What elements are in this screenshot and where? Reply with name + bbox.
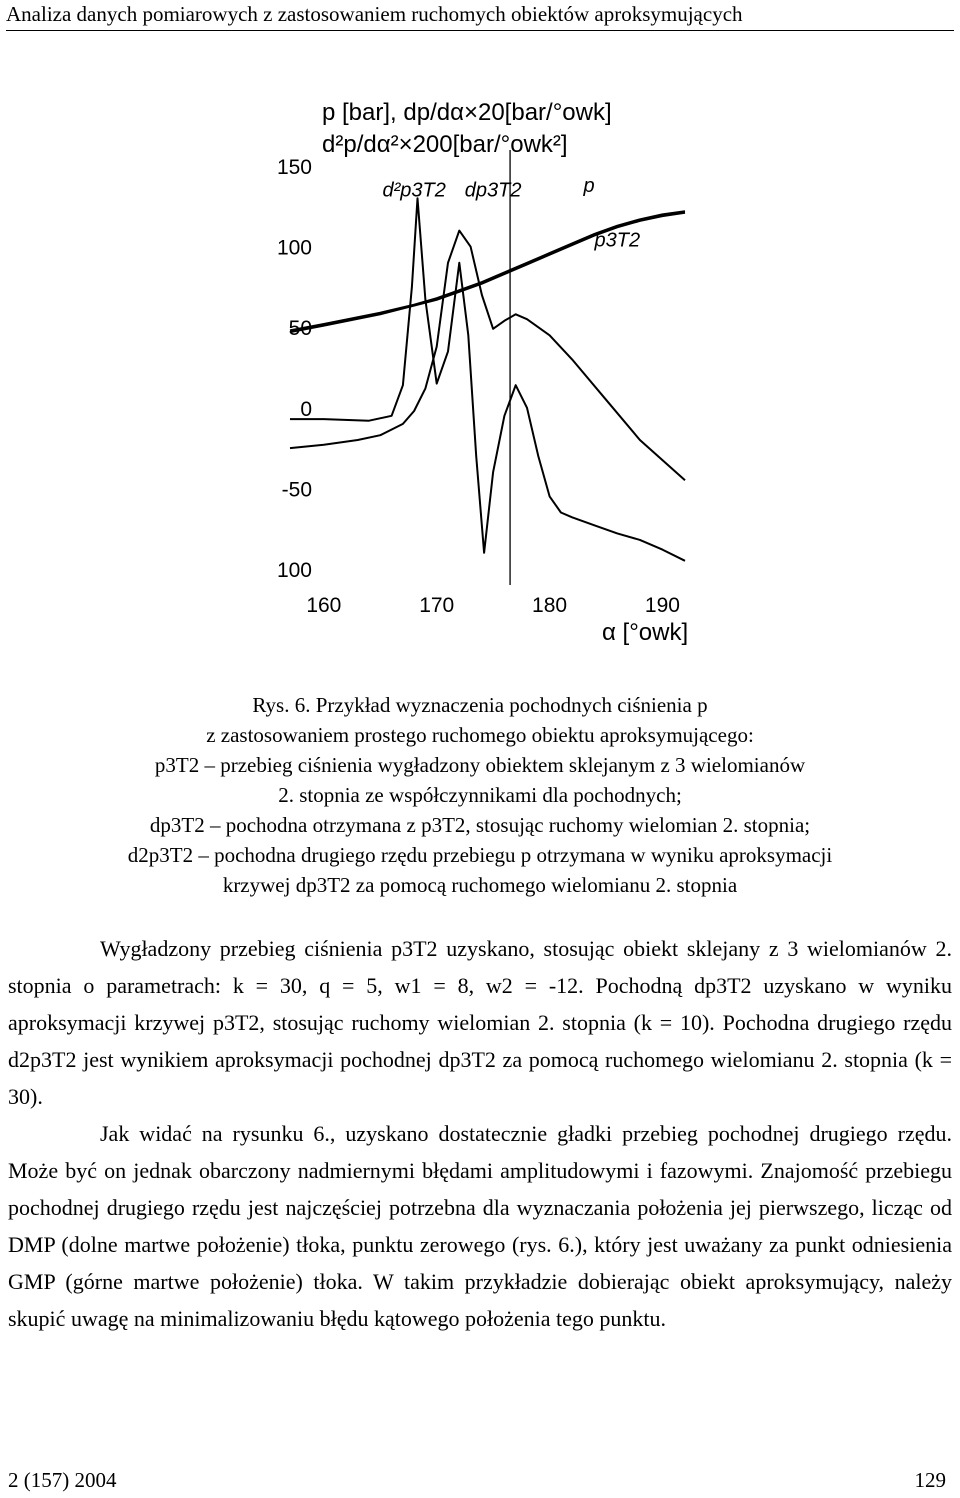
caption-line-4: 2. stopnia ze współczynnikami dla pochodnych; [278, 783, 682, 807]
x-tick-label: 170 [419, 594, 455, 617]
caption-line-7: krzywej dp3T2 za pomocą ruchomego wielomianu 2. stopnia [222, 873, 738, 897]
running-head: Analiza danych pomiarowych z zastosowaniem ruchomych obiektów aproksymujących [6, 0, 954, 31]
caption-line-5: dp3T2 – pochodna otrzymana z p3T2, stosując ruchomy wielomian 2. stopnia; [149, 813, 811, 837]
y-tick-label: 150 [276, 156, 312, 180]
series-line-dp3T2 [290, 231, 685, 481]
y-axis-label-line2: d²p/dα²×200[bar/°owk²] [322, 131, 568, 158]
caption-line-1: Rys. 6. Przykład wyznaczenia pochodnych ciśnienia p [252, 693, 708, 717]
x-tick-label: 180 [532, 594, 568, 617]
caption-line-3: p3T2 – przebieg ciśnienia wygładzony obiektem sklejanym z 3 wielomianów [154, 753, 806, 777]
series-line-d2p3T2 [290, 198, 685, 561]
x-tick-label: 160 [306, 594, 342, 617]
paragraph-2: Jak widać na rysunku 6., uzyskano dostatecznie gładki przebieg pochodnej drugiego rzędu. Może być on jednak obarczony nadmiernymi błędami amplitudowymi i fazowymi. Znajomość przebiegu pochodnej drugiego rzędu jest najczęściej potrzebna dla wyznaczania położenia jej pierwszego, licząc od DMP (dolne martwe położenie) tłoka, punktu zerowego (rys. 6.), który jest uważany za punkt odniesienia GMP (górne martwe położenie) tłoka. W takim przykładzie dobierając obiekt aproksymujący, należy skupić uwagę na minimalizowaniu błędu kątowego położenia tego punktu. [8, 1121, 952, 1331]
y-tick-label: 100 [276, 558, 312, 582]
series-label: dp3T2 [464, 179, 522, 202]
y-tick-label: -50 [281, 478, 312, 502]
series-label: d²p3T2 [382, 179, 446, 202]
y-axis-label-line1: p [bar], dp/dα×20[bar/°owk] [322, 99, 612, 126]
x-axis-label: α [°owk] [602, 619, 689, 646]
x-tick-label: 190 [644, 594, 680, 617]
paragraph-1: Wygładzony przebieg ciśnienia p3T2 uzyskano, stosując obiekt sklejany z 3 wielomianów 2. stopnia o parametrach: k = 30, q = 5, w1 = 8, w2 = -12. Pochodną dp3T2 uzyskano w wyniku aproksymacji krzywej p3T2, stosując ruchomy wielomian 2. stopnia (k = 10). Pochodna drugiego rzędu d2p3T2 jest wynikiem aproksymacji pochodnej dp3T2 za pomocą ruchomego wielomianu 2. stopnia (k = 30). [8, 936, 952, 1109]
caption-line-6: d2p3T2 – pochodna drugiego rzędu przebiegu p otrzymana w wyniku aproksymacji [127, 843, 833, 867]
plot-lines [290, 150, 685, 585]
y-tick-label: 0 [300, 397, 312, 421]
footer-issue: 2 (157) 2004 [8, 1468, 117, 1492]
series-label: p [583, 174, 595, 197]
page-number: 129 [914, 1468, 946, 1492]
caption-line-2: z zastosowaniem prostego ruchomego obiektu aproksymującego: [206, 723, 754, 747]
y-tick-label: 100 [276, 236, 312, 260]
pressure-derivatives-chart [0, 0, 960, 660]
y-tick-label: 50 [288, 317, 312, 341]
series-label: p3T2 [594, 229, 641, 252]
figure-caption [40, 690, 920, 900]
body-text [8, 930, 952, 1337]
